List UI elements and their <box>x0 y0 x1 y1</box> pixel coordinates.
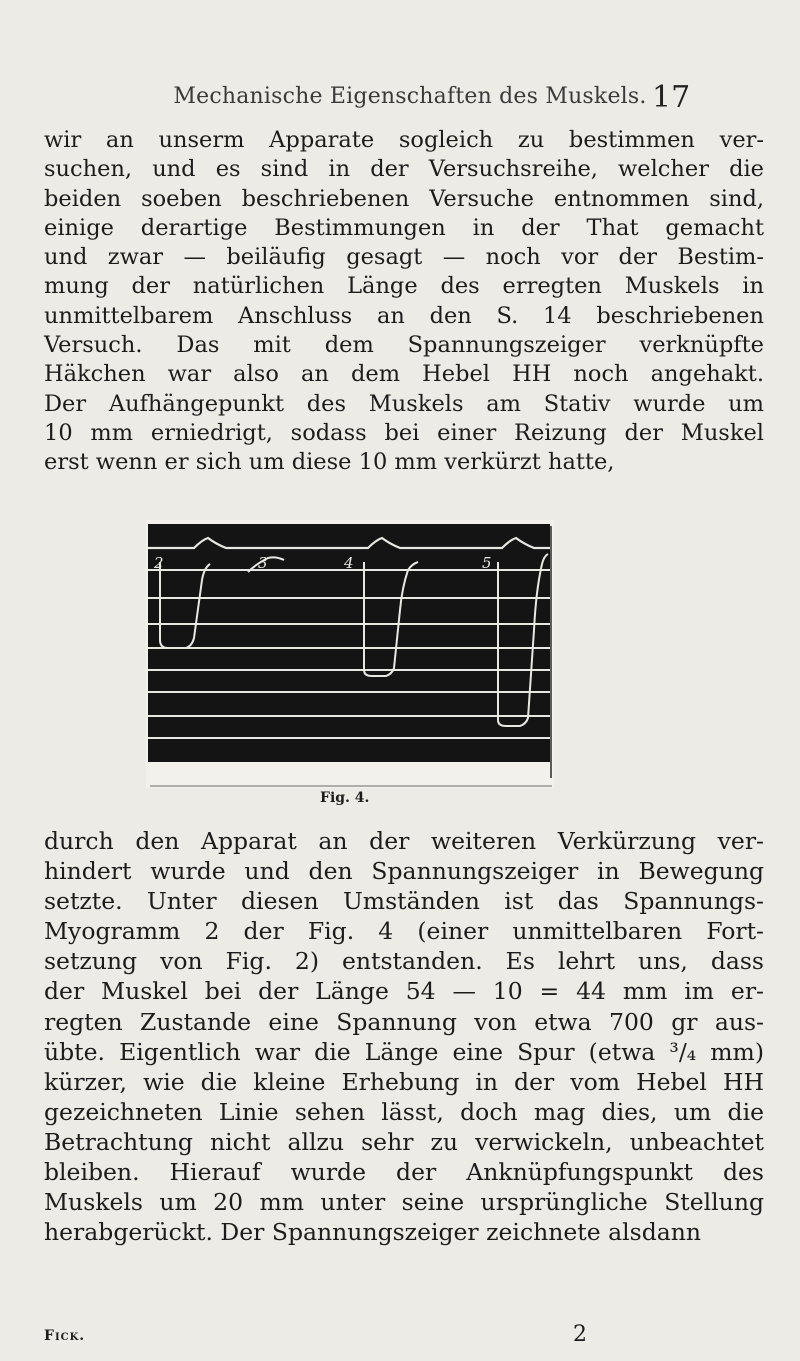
text-line: unmittelbarem Anschluss an den S. 14 beschriebenen <box>44 302 764 329</box>
text-line: Betrachtung nicht allzu sehr zu verwickeln, unbeachtet <box>44 1127 764 1156</box>
curve-label-4: 4 <box>344 554 354 572</box>
running-head: Mechanische Eigenschaften des Muskels. <box>173 84 647 109</box>
text-line: Muskels um 20 mm unter seine ursprüngliche Stellung <box>44 1188 764 1217</box>
curve-label-2: 2 <box>154 554 164 572</box>
text-line: herabgerückt. Der Spannungszeiger zeichnete alsdann <box>44 1218 702 1247</box>
text-line: wir an unserm Apparate sogleich zu bestimmen ver- <box>44 127 764 153</box>
text-line: setzte. Unter diesen Umständen ist das Spannungs- <box>44 887 764 916</box>
text-line: setzung von Fig. 2) entstanden. Es lehrt uns, dass <box>44 947 764 976</box>
signature-mark: 2 <box>573 1322 587 1347</box>
text-line: Häkchen war also an dem Hebel HH noch angehakt. <box>44 361 764 388</box>
text-line: beiden soeben beschriebenen Versuche entnommen sind, <box>44 185 764 212</box>
text-line: einige derartige Bestimmungen in der That gemacht <box>44 214 764 241</box>
text-line: hindert wurde und den Spannungszeiger in Bewegung <box>44 857 764 886</box>
paragraph-1 <box>44 126 764 478</box>
text-line: erst wenn er sich um diese 10 mm verkürzt hatte, <box>44 449 615 476</box>
text-line: durch den Apparat an der weiteren Verkürzung ver- <box>44 827 764 855</box>
curve-label-3: 3 <box>258 554 268 572</box>
curve-label-5: 5 <box>482 554 492 572</box>
text-line: und zwar — beiläufig gesagt — noch vor der Bestim- <box>44 244 764 271</box>
footer-author: Fick. <box>44 1328 86 1344</box>
text-line: bleiben. Hierauf wurde der Anknüpfungspunkt des <box>44 1158 764 1187</box>
page-number: 17 <box>652 80 691 115</box>
text-line: mung der natürlichen Länge des erregten Muskels in <box>44 273 764 300</box>
figure-caption: Fig. 4. <box>320 790 370 806</box>
text-line: Versuch. Das mit dem Spannungszeiger verknüpfte <box>44 332 764 359</box>
paragraph-2 <box>44 826 764 1247</box>
text-line: 10 mm erniedrigt, sodass bei einer Reizung der Muskel <box>44 419 764 446</box>
text-line: der Muskel bei der Länge 54 — 10 = 44 mm im er- <box>44 977 764 1006</box>
text-line: übte. Eigentlich war die Länge eine Spur (etwa ³/₄ mm) <box>44 1037 764 1066</box>
text-line: Myogramm 2 der Fig. 4 (einer unmittelbaren Fort- <box>44 917 764 946</box>
text-line: suchen, und es sind in der Versuchsreihe, welcher die <box>44 156 764 183</box>
text-line: gezeichneten Linie sehen lässt, doch mag dies, um die <box>44 1097 764 1126</box>
text-line: regten Zustande eine Spannung von etwa 700 gr aus- <box>44 1007 764 1036</box>
text-line: Der Aufhängepunkt des Muskels am Stativ wurde um <box>44 390 764 417</box>
text-line: kürzer, wie die kleine Erhebung in der vom Hebel HH <box>44 1067 764 1096</box>
myogram-figure <box>146 520 554 788</box>
